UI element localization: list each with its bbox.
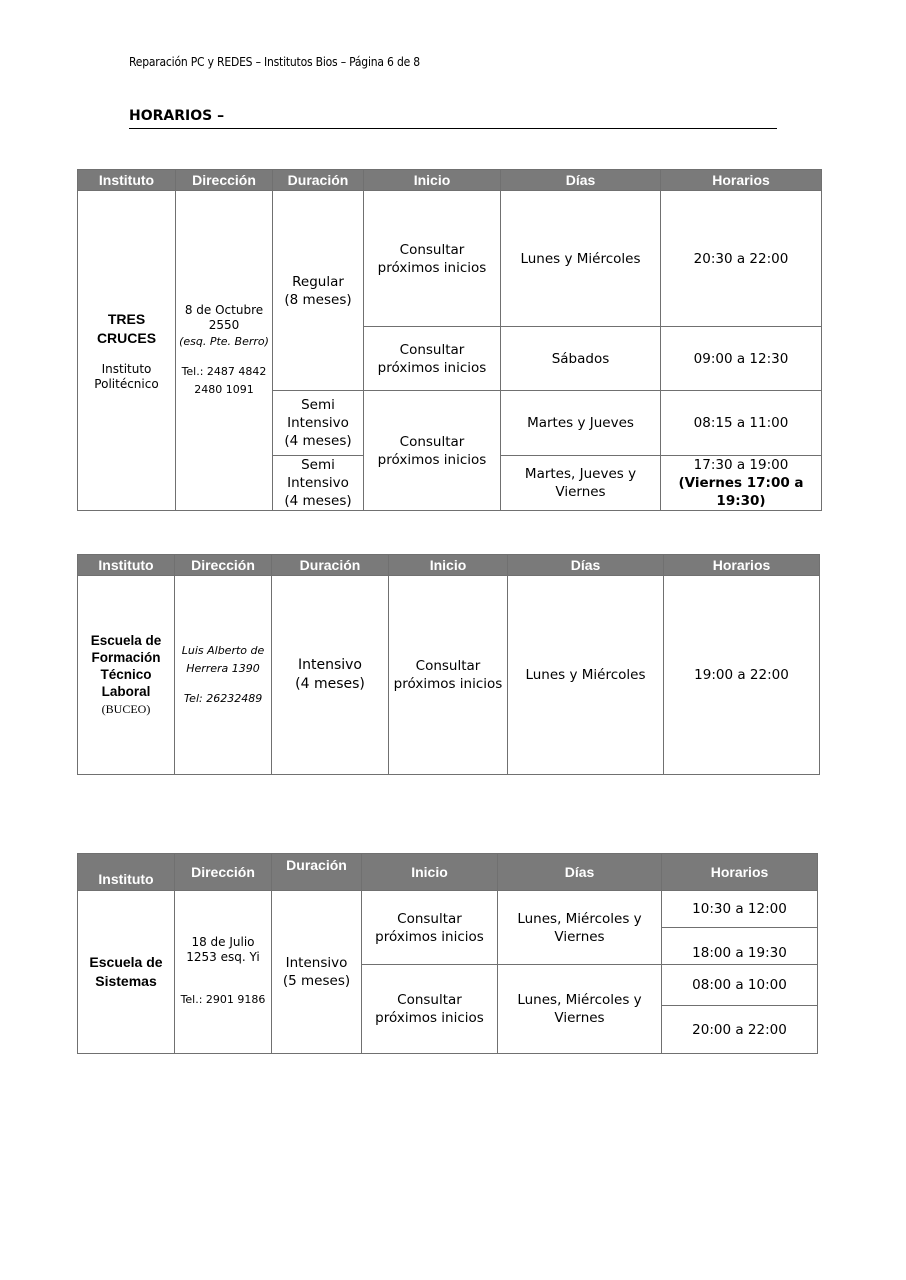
schedule-note: (Viernes 17:00 a bbox=[678, 475, 804, 491]
phone-line: Tel: 26232489 bbox=[183, 692, 263, 705]
institute-cell bbox=[78, 891, 175, 1054]
col-header-inicio: Inicio bbox=[364, 170, 501, 191]
start-line: Consultar bbox=[399, 341, 465, 358]
table-row bbox=[78, 576, 820, 775]
start-line: Consultar bbox=[399, 241, 465, 258]
institute-name bbox=[81, 310, 172, 348]
col-header-inicio: Inicio bbox=[362, 854, 498, 891]
col-header-duracion: Duración bbox=[272, 555, 389, 576]
schedule-line: 17:30 a 19:00 bbox=[693, 457, 789, 473]
duration-cell bbox=[273, 456, 364, 511]
start-line: próximos inicios bbox=[377, 259, 487, 276]
schedule-cell: 20:30 a 22:00 bbox=[661, 191, 822, 327]
institute-subtitle bbox=[81, 362, 172, 392]
duration-line: Intensivo bbox=[297, 657, 362, 673]
institute-subtitle: (BUCEO) bbox=[101, 702, 151, 716]
col-header-dias: Días bbox=[498, 854, 662, 891]
table-header-row bbox=[78, 170, 822, 191]
col-header-direccion: Dirección bbox=[176, 170, 273, 191]
institute-name-line: Escuela de bbox=[90, 633, 162, 648]
schedule-cell: 08:00 a 10:00 bbox=[662, 965, 818, 1006]
duration-line: (8 meses) bbox=[284, 291, 352, 308]
col-header-direccion: Dirección bbox=[175, 854, 272, 891]
table-row bbox=[78, 891, 818, 928]
duration-line: (4 meses) bbox=[284, 493, 352, 509]
days-line: Lunes, Miércoles y bbox=[517, 992, 642, 1008]
schedule-note: 19:30) bbox=[716, 493, 766, 509]
col-header-direccion: Dirección bbox=[175, 555, 272, 576]
page-header: Reparación PC y REDES – Institutos Bios – Página 6 de 8 bbox=[129, 55, 420, 69]
phone-line: Tel.: 2487 4842 bbox=[181, 364, 267, 378]
duration-line: Intensivo bbox=[287, 475, 349, 491]
table-header-row bbox=[78, 555, 820, 576]
institute-name-line: TRES bbox=[107, 310, 146, 327]
institute-name bbox=[81, 632, 171, 700]
address-line: 1253 esq. Yi bbox=[186, 950, 260, 964]
days-cell: Lunes y Miércoles bbox=[501, 191, 661, 327]
start-cell bbox=[362, 891, 498, 965]
start-line: Consultar bbox=[399, 433, 465, 450]
days-cell: Lunes y Miércoles bbox=[508, 576, 664, 775]
address-cell bbox=[176, 191, 273, 511]
col-header-horarios: Horarios bbox=[664, 555, 820, 576]
days-line: Martes, Jueves y bbox=[524, 466, 637, 482]
duration-line: Intensivo bbox=[285, 955, 348, 971]
days-line: Lunes, Miércoles y bbox=[517, 910, 642, 927]
days-cell: Sábados bbox=[501, 327, 661, 391]
days-line: Viernes bbox=[554, 928, 605, 945]
col-header-duracion: Duración bbox=[273, 170, 364, 191]
days-line: Viernes bbox=[554, 1010, 605, 1026]
start-cell bbox=[364, 391, 501, 511]
start-cell bbox=[389, 576, 508, 775]
duration-cell bbox=[272, 576, 389, 775]
address-line: 2550 bbox=[208, 317, 240, 332]
col-header-instituto: Instituto bbox=[78, 170, 176, 191]
start-line: próximos inicios bbox=[375, 1010, 484, 1026]
schedule-table-sistemas bbox=[77, 853, 818, 1054]
duration-line: (4 meses) bbox=[295, 676, 365, 692]
institute-name-line: CRUCES bbox=[96, 329, 157, 346]
schedule-cell: 20:00 a 22:00 bbox=[662, 1006, 818, 1054]
duration-cell bbox=[273, 391, 364, 456]
days-cell bbox=[498, 891, 662, 965]
phone-line: 2480 1091 bbox=[194, 382, 254, 396]
col-header-horarios: Horarios bbox=[662, 854, 818, 891]
institute-name-line: Formación bbox=[91, 650, 161, 665]
institute-name-line: Técnico bbox=[100, 667, 152, 682]
address-cell bbox=[175, 891, 272, 1054]
schedule-cell: 08:15 a 11:00 bbox=[661, 391, 822, 456]
address-line: 18 de Julio bbox=[191, 935, 255, 949]
address-cell bbox=[175, 576, 272, 775]
address-line: Herrera 1390 bbox=[186, 662, 260, 675]
table-header-row bbox=[78, 854, 818, 891]
institute-sub-line: Instituto bbox=[101, 361, 152, 376]
col-header-instituto: Instituto bbox=[78, 555, 175, 576]
schedule-cell: 10:30 a 12:00 bbox=[662, 891, 818, 928]
institute-name-line: Laboral bbox=[101, 684, 151, 699]
institute-name-line: Sistemas bbox=[95, 973, 157, 989]
address-line: 8 de Octubre bbox=[184, 302, 264, 317]
table-row bbox=[78, 191, 822, 327]
institute-name-line: Escuela de bbox=[89, 954, 163, 970]
start-line: Consultar bbox=[397, 910, 462, 927]
duration-line: Regular bbox=[292, 273, 344, 290]
start-cell bbox=[362, 965, 498, 1054]
col-header-instituto: Instituto bbox=[78, 854, 175, 891]
col-header-inicio: Inicio bbox=[389, 555, 508, 576]
col-header-duracion: Duración bbox=[272, 854, 362, 891]
start-line: próximos inicios bbox=[377, 451, 487, 468]
schedule-cell: 19:00 a 22:00 bbox=[664, 576, 820, 775]
schedule-cell: 18:00 a 19:30 bbox=[662, 928, 818, 965]
col-header-dias: Días bbox=[508, 555, 664, 576]
days-cell bbox=[498, 965, 662, 1054]
phone-line: Tel.: 2901 9186 bbox=[180, 993, 266, 1006]
duration-cell bbox=[272, 891, 362, 1054]
section-title: HORARIOS – bbox=[129, 108, 777, 129]
days-line: Viernes bbox=[555, 484, 606, 500]
address-note: (esq. Pte. Berro) bbox=[179, 334, 269, 348]
institute-name bbox=[81, 953, 171, 991]
start-line: próximos inicios bbox=[375, 928, 484, 945]
start-cell bbox=[364, 191, 501, 327]
institute-sub-line: Politécnico bbox=[94, 376, 159, 391]
schedule-cell: 09:00 a 12:30 bbox=[661, 327, 822, 391]
col-header-horarios: Horarios bbox=[661, 170, 822, 191]
schedule-table-tres-cruces bbox=[77, 169, 822, 511]
start-line: próximos inicios bbox=[393, 676, 503, 692]
institute-cell bbox=[78, 576, 175, 775]
duration-cell bbox=[273, 191, 364, 391]
start-line: próximos inicios bbox=[377, 359, 487, 376]
duration-line: Semi bbox=[301, 457, 335, 473]
institute-cell bbox=[78, 191, 176, 511]
start-cell bbox=[364, 327, 501, 391]
days-cell: Martes y Jueves bbox=[501, 391, 661, 456]
schedule-cell bbox=[661, 456, 822, 511]
duration-line: Intensivo bbox=[287, 415, 349, 431]
start-line: Consultar bbox=[397, 992, 462, 1008]
days-cell bbox=[501, 456, 661, 511]
start-line: Consultar bbox=[415, 658, 481, 674]
duration-line: Semi bbox=[301, 397, 335, 413]
duration-line: (4 meses) bbox=[284, 433, 352, 449]
schedule-table-buceo bbox=[77, 554, 820, 775]
address-line: Luis Alberto de bbox=[181, 644, 265, 657]
duration-line: (5 meses) bbox=[282, 973, 351, 989]
col-header-dias: Días bbox=[501, 170, 661, 191]
